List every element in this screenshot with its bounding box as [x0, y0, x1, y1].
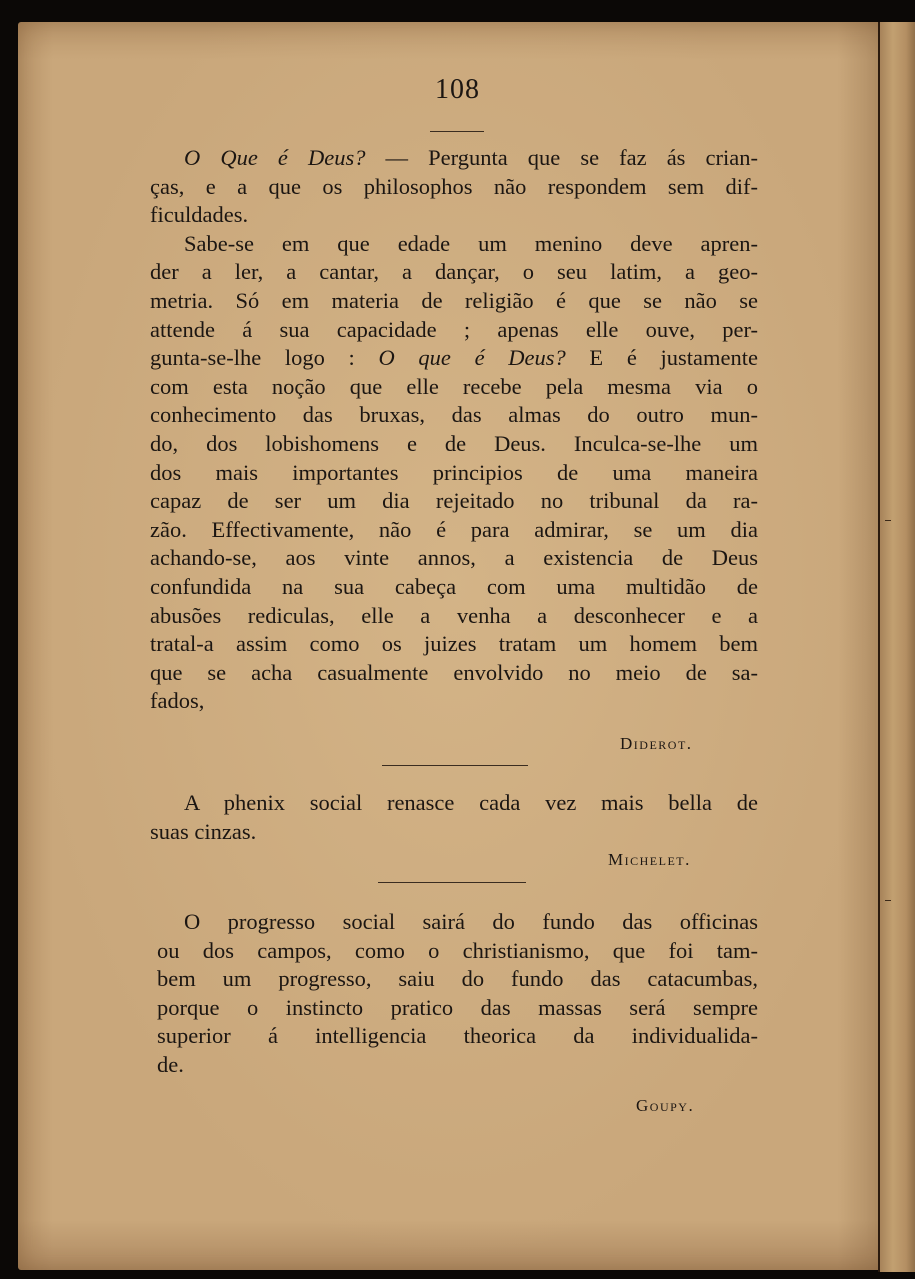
- text-line: que se acha casualmente envolvido no meio de sa-: [150, 659, 758, 685]
- header-rule: [430, 131, 484, 132]
- quote-michelet: [150, 789, 758, 846]
- author-michelet: Michelet.: [608, 850, 691, 869]
- text-line: fados,: [150, 688, 205, 714]
- text-line: A phenix social renasce cada vez mais bella de: [184, 790, 758, 815]
- text-run: — Pergunta que se faz ás crian-: [365, 145, 758, 170]
- text-line: tratal-a assim como os juizes tratam um homem bem: [150, 631, 758, 657]
- text-line: metria. Só em materia de religião é que se não se: [150, 287, 758, 313]
- text-line: dos mais importantes principios de uma maneira: [150, 459, 758, 485]
- text-line: Sabe-se em que edade um menino deve apren-: [184, 230, 758, 256]
- quote-diderot: [150, 144, 758, 716]
- text-line: com esta noção que elle recebe pela mesma via o: [150, 373, 758, 399]
- text-line: [150, 144, 758, 173]
- author-diderot: Diderot.: [620, 734, 693, 753]
- text-line: capaz de ser um dia rejeitado no tribunal da ra-: [150, 488, 758, 514]
- binding-mark: [885, 900, 891, 901]
- text-line: conhecimento das bruxas, das almas do outro mun-: [150, 402, 758, 428]
- text-line: ças, e a que os philosophos não respondem sem dif-: [150, 173, 758, 199]
- author-goupy: Goupy.: [636, 1096, 695, 1115]
- text-line: porque o instincto pratico das massas será sempre: [157, 994, 758, 1020]
- question-title: O Que é Deus?: [184, 145, 366, 170]
- question-title: O que é Deus?: [378, 345, 566, 371]
- text-line: ficuldades.: [150, 202, 249, 228]
- text-line: ou dos campos, como o christianismo, que foi tam-: [157, 937, 758, 963]
- text-line: der a ler, a cantar, a dançar, o seu latim, a geo-: [150, 259, 758, 285]
- text-run: gunta-se-lhe logo :: [150, 345, 379, 371]
- section-rule: [378, 882, 526, 883]
- section-rule: [382, 765, 528, 766]
- text-run: E é justamente: [565, 345, 758, 371]
- text-line: suas cinzas.: [150, 818, 257, 844]
- quote-goupy: [157, 908, 758, 1080]
- text-line: superior á intelligencia theorica da individualida-: [157, 1023, 758, 1049]
- text-line: bem um progresso, saiu do fundo das catacumbas,: [157, 966, 758, 992]
- text-line: [150, 344, 758, 373]
- text-line: zão. Effectivamente, não é para admirar, se um dia: [150, 516, 758, 542]
- binding-mark: [885, 520, 891, 521]
- text-line: de.: [157, 1051, 184, 1077]
- text-line: O progresso social sairá do fundo das officinas: [184, 909, 758, 934]
- page-edge: [878, 22, 915, 1272]
- text-line: achando-se, aos vinte annos, a existencia de Deus: [150, 545, 758, 571]
- text-line: confundida na sua cabeça com uma multidão de: [150, 573, 758, 599]
- page-number: 108: [435, 74, 480, 105]
- text-line: abusões rediculas, elle a venha a desconhecer e a: [150, 602, 758, 628]
- text-line: do, dos lobishomens e de Deus. Inculca-se-lhe um: [150, 430, 758, 456]
- text-line: attende á sua capacidade ; apenas elle ouve, per-: [150, 316, 758, 342]
